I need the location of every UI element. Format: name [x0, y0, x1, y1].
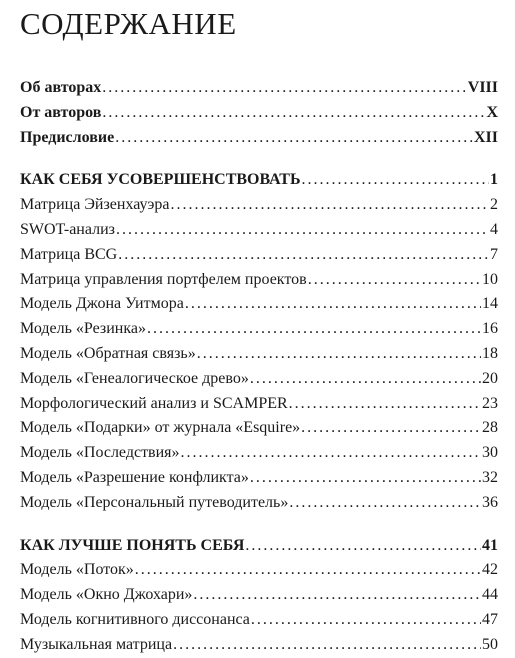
toc-entry[interactable] [20, 193, 498, 218]
toc-entry-label: Модель «Резинка» [20, 320, 146, 338]
section-heading-label: КАК ЛУЧШЕ ПОНЯТЬ СЕБЯ [20, 536, 245, 554]
toc-entry-label: Модель «Разрешение конфликта» [20, 468, 249, 486]
dot-leader [135, 558, 481, 583]
toc-entry[interactable] [20, 342, 498, 367]
table-of-contents [20, 76, 498, 658]
toc-entry[interactable] [20, 317, 498, 342]
front-matter [20, 76, 498, 150]
toc-entry-from-authors[interactable] [20, 101, 498, 126]
toc-entry-label: Модель «Последствия» [20, 444, 180, 462]
toc-entry-page: 2 [490, 196, 498, 214]
section-heading-label: КАК СЕБЯ УСОВЕРШЕНСТВОВАТЬ [20, 171, 301, 189]
toc-entry-page: 32 [482, 468, 498, 486]
toc-entry-label: Модель Джона Уитмора [20, 295, 184, 313]
dot-leader [289, 491, 481, 516]
toc-entry[interactable] [20, 367, 498, 392]
toc-entry-page: X [486, 103, 498, 121]
toc-entry-page: 16 [482, 320, 498, 338]
section-heading[interactable] [20, 168, 498, 193]
toc-entry-page: 10 [482, 270, 498, 288]
section-spacer [20, 516, 498, 534]
toc-entry-page: 36 [482, 493, 498, 511]
toc-entry-page: 44 [482, 586, 498, 604]
toc-entry-label: Матрица управления портфелем проектов [20, 270, 307, 288]
dot-leader [170, 193, 489, 218]
section-heading-page: 41 [482, 536, 498, 554]
toc-entry[interactable] [20, 583, 498, 608]
toc-entry-label: SWOT-анализ [20, 220, 115, 238]
toc-entry[interactable] [20, 243, 498, 268]
toc-entry[interactable] [20, 416, 498, 441]
dot-leader [251, 608, 481, 633]
toc-entry-page: 50 [482, 635, 498, 653]
toc-entry-page: 4 [490, 220, 498, 238]
toc-entry-label: Модель «Подарки» от журнала «Esquire» [20, 419, 301, 437]
toc-entry-authors[interactable] [20, 76, 498, 101]
dot-leader [308, 268, 481, 293]
dot-leader [118, 243, 489, 268]
toc-entry-label: Модель когнитивного диссонанса [20, 610, 250, 628]
section-spacer [20, 150, 498, 168]
dot-leader [181, 441, 481, 466]
section-heading-page: 1 [490, 171, 498, 189]
dot-leader [102, 101, 485, 126]
page-title: СОДЕРЖАНИЕ [20, 6, 237, 41]
toc-entry-page: 28 [482, 419, 498, 437]
dot-leader [173, 633, 481, 658]
toc-entry-preface[interactable] [20, 126, 498, 151]
dot-leader [289, 392, 481, 417]
toc-entry-label: Музыкальная матрица [20, 635, 173, 653]
toc-entry[interactable] [20, 633, 498, 658]
toc-entry[interactable] [20, 491, 498, 516]
dot-leader [115, 126, 473, 151]
toc-entry-page: 23 [482, 394, 498, 412]
section-improve-yourself [20, 168, 498, 515]
toc-entry-label: Предисловие [20, 128, 115, 146]
toc-entry-label: Модель «Генеалогическое древо» [20, 369, 249, 387]
dot-leader [301, 416, 481, 441]
toc-entry[interactable] [20, 392, 498, 417]
section-heading[interactable] [20, 534, 498, 559]
toc-entry-page: 42 [482, 561, 498, 579]
toc-entry-page: 47 [482, 610, 498, 628]
dot-leader [245, 534, 481, 559]
toc-entry-label: Модель «Поток» [20, 561, 134, 579]
dot-leader [197, 342, 481, 367]
toc-entry[interactable] [20, 466, 498, 491]
toc-entry[interactable] [20, 268, 498, 293]
dot-leader [250, 367, 481, 392]
dot-leader [193, 583, 481, 608]
dot-leader [185, 292, 481, 317]
toc-entry[interactable] [20, 558, 498, 583]
toc-entry-label: Матрица Эйзенхауэра [20, 196, 170, 214]
toc-entry-page: XII [473, 128, 498, 146]
toc-entry[interactable] [20, 608, 498, 633]
toc-entry-page: 30 [482, 444, 498, 462]
toc-entry[interactable] [20, 292, 498, 317]
toc-entry-label: Морфологический анализ и SCAMPER [20, 394, 288, 412]
toc-entry-label: От авторов [20, 103, 102, 121]
toc-entry-page: VIII [467, 79, 498, 96]
toc-entry-label: Модель «Окно Джохари» [20, 586, 193, 604]
toc-entry-label: Модель «Обратная связь» [20, 344, 196, 362]
dot-leader [116, 218, 489, 243]
toc-entry[interactable] [20, 441, 498, 466]
toc-entry-label: Об авторах [20, 79, 102, 96]
toc-entry-page: 7 [490, 245, 498, 263]
dot-leader [250, 466, 481, 491]
toc-entry-label: Модель «Персональный путеводитель» [20, 493, 289, 511]
toc-entry-label: Матрица BCG [20, 245, 118, 263]
toc-entry-page: 20 [482, 369, 498, 387]
dot-leader [102, 76, 467, 101]
dot-leader [302, 168, 489, 193]
toc-entry-page: 18 [482, 344, 498, 362]
toc-entry[interactable] [20, 218, 498, 243]
toc-entry-page: 14 [482, 295, 498, 313]
dot-leader [147, 317, 481, 342]
section-understand-yourself [20, 534, 498, 658]
